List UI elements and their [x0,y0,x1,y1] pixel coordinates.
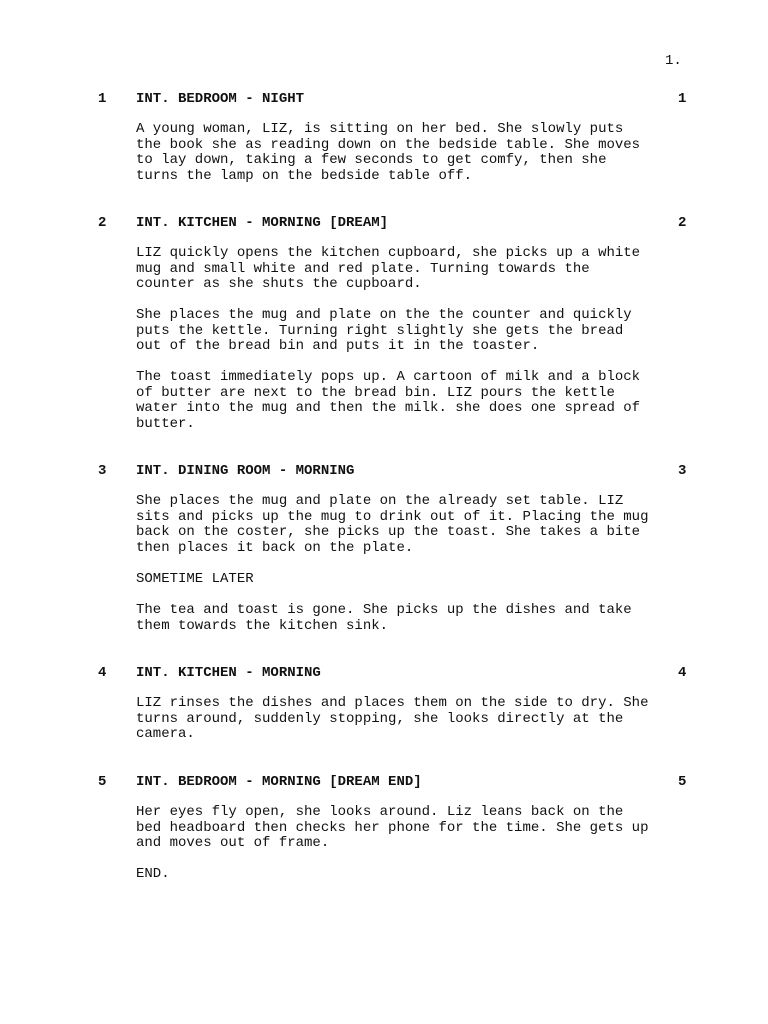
action-paragraph: The toast immediately pops up. A cartoon of milk and a block of butter are next to the bread bin. LIZ pours the kettle water into the mug and then the milk. she does one spread of butter. [136,369,641,432]
scene-heading [0,215,768,231]
scene-number-left: 1 [98,91,107,107]
scene-number-right: 2 [678,215,687,231]
scene-heading-text: INT. KITCHEN - MORNING [136,665,321,681]
scene-heading [0,665,768,681]
action-paragraph: LIZ quickly opens the kitchen cupboard, she picks up a white mug and small white and red plate. Turning towards the counter as she shuts the cupboard. [136,245,641,292]
scene-heading-text: INT. BEDROOM - MORNING [DREAM END] [136,774,422,790]
action-paragraph: The tea and toast is gone. She picks up the dishes and take them towards the kitchen sink. [136,602,632,634]
scene-number-right: 5 [678,774,687,790]
action-paragraph: A young woman, LIZ, is sitting on her bed. She slowly puts the book she as reading down on the bedside table. She moves to lay down, taking a few seconds to get comfy, then she turns the lamp on the bedside table off. [136,121,641,184]
scene-number-right: 1 [678,91,687,107]
action-transition-text: SOMETIME LATER [136,571,254,587]
action-paragraph: She places the mug and plate on the already set table. LIZ sits and picks up the mug to drink out of it. Placing the mug back on the coster, she picks up the toast. She takes a bite then places it back on the plate. [136,493,649,556]
scene-heading-text: INT. KITCHEN - MORNING [DREAM] [136,215,389,231]
scene-heading [0,91,768,107]
scene-heading-text: INT. BEDROOM - NIGHT [136,91,305,107]
action-paragraph: LIZ rinses the dishes and places them on the side to dry. She turns around, suddenly stopping, she looks directly at the camera. [136,695,649,742]
scene-number-left: 3 [98,463,107,479]
scene-number-left: 2 [98,215,107,231]
action-paragraph: Her eyes fly open, she looks around. Liz leans back on the bed headboard then checks her phone for the time. She gets up and moves out of frame. [136,804,649,851]
page-number: 1. [665,53,682,69]
scene-number-left: 5 [98,774,107,790]
action-paragraph: She places the mug and plate on the the counter and quickly puts the kettle. Turning right slightly she gets the bread out of the bread bin and puts it in the toaster. [136,307,632,354]
scene-number-right: 3 [678,463,687,479]
scene-number-right: 4 [678,665,687,681]
end-marker: END. [136,866,170,882]
scene-heading [0,774,768,790]
scene-heading-text: INT. DINING ROOM - MORNING [136,463,355,479]
scene-number-left: 4 [98,665,107,681]
scene-heading [0,463,768,479]
